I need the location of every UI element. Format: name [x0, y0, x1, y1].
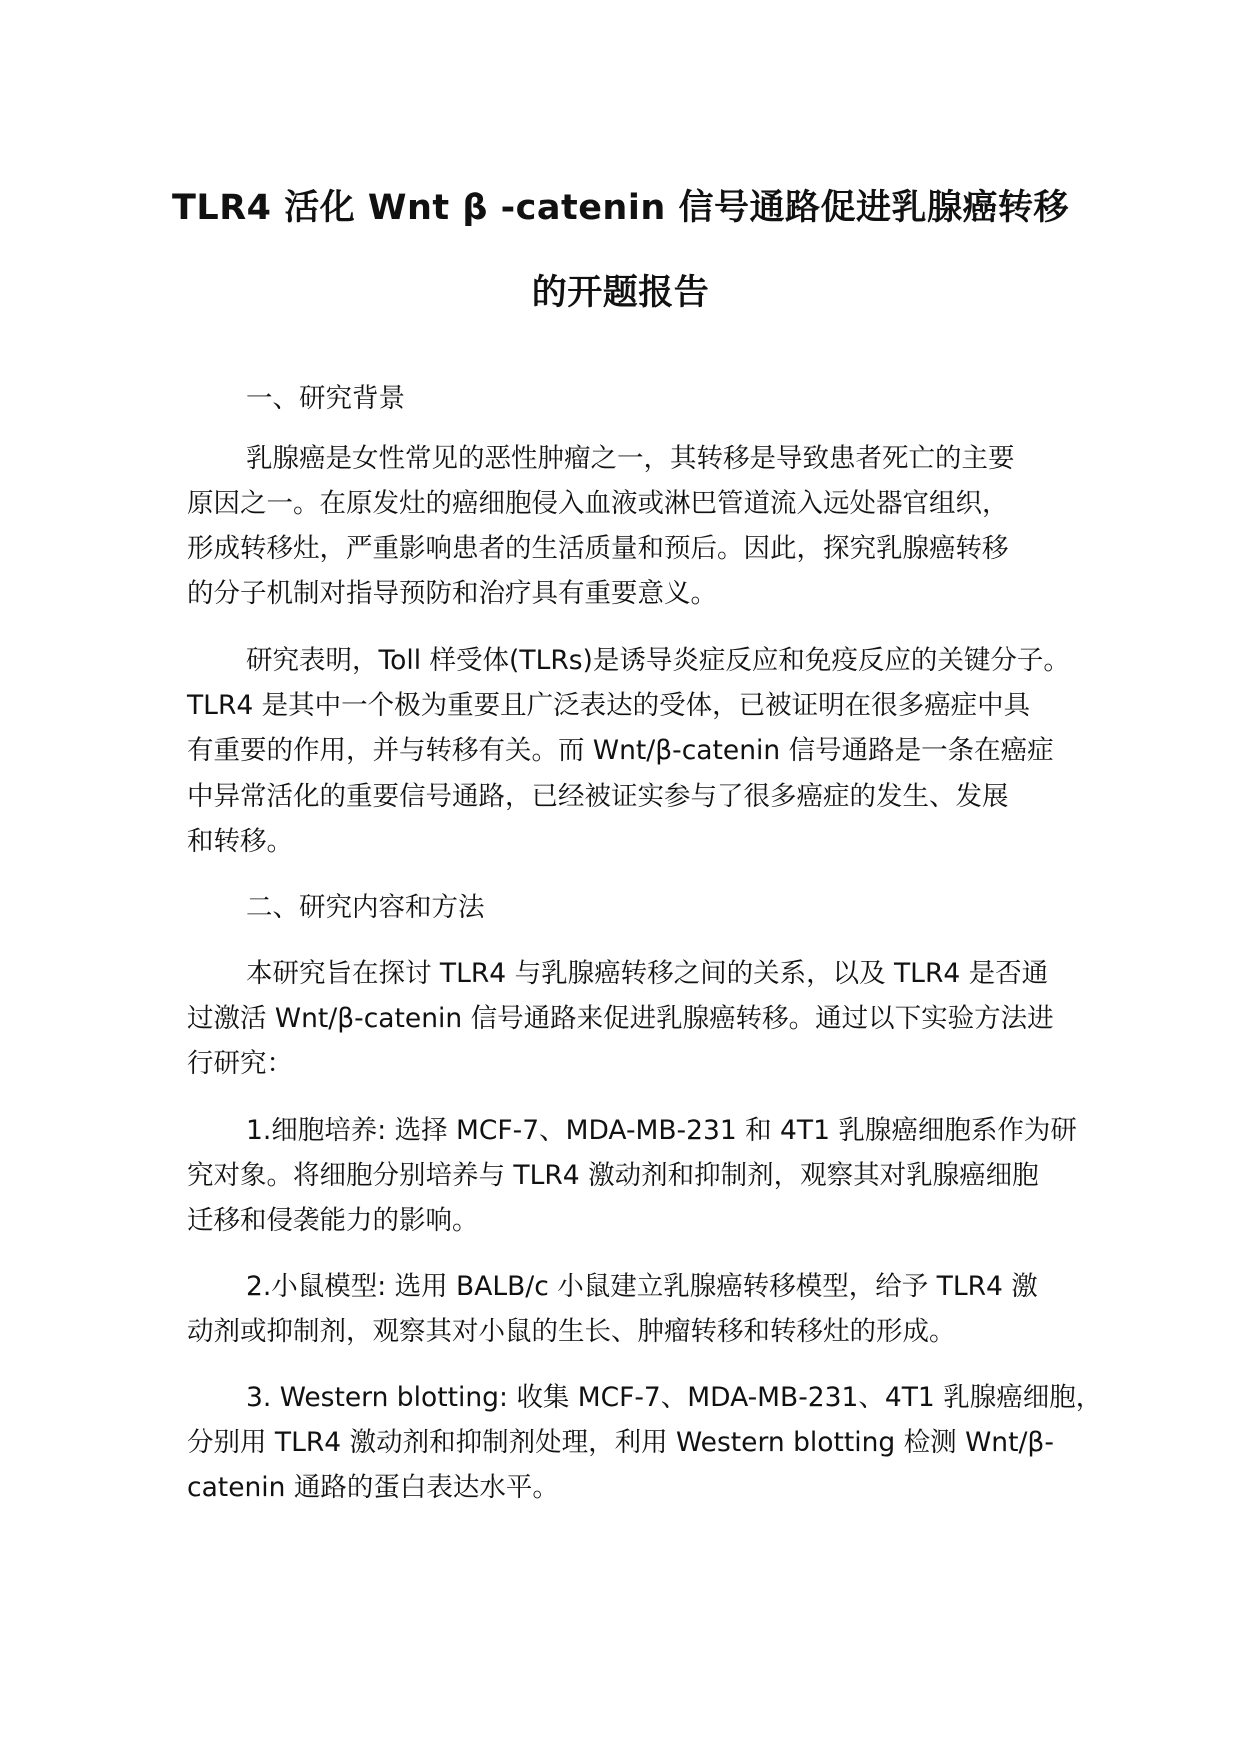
paragraph-3-line: 过激活 Wnt/β-catenin 信号通路来促进乳腺癌转移。通过以下实验方法进 [187, 1003, 1054, 1034]
paragraph-2-line: 中异常活化的重要信号通路，已经被证实参与了很多癌症的发生、发展 [187, 781, 1009, 812]
paragraph-6-line: 分别用 TLR4 激动剂和抑制剂处理，利用 Western blotting 检测 Wnt/β- [187, 1427, 1054, 1458]
paragraph-3-line: 本研究旨在探讨 TLR4 与乳腺癌转移之间的关系，以及 TLR4 是否通 [246, 958, 1049, 989]
paragraph-4-line: 迁移和侵袭能力的影响。 [187, 1205, 479, 1236]
paragraph-2-line: 研究表明，Toll 样受体(TLRs)是诱导炎症反应和免疫反应的关键分子。 [246, 645, 1070, 676]
paragraph-1-line: 的分子机制对指导预防和治疗具有重要意义。 [187, 578, 717, 609]
paragraph-5-line: 动剂或抑制剂，观察其对小鼠的生长、肿瘤转移和转移灶的形成。 [187, 1316, 956, 1347]
paragraph-2-line: 和转移。 [187, 826, 293, 857]
section-2-heading: 二、研究内容和方法 [246, 892, 485, 923]
paragraph-1-line: 形成转移灶，严重影响患者的生活质量和预后。因此，探究乳腺癌转移 [187, 533, 1009, 564]
paragraph-1-line: 原因之一。在原发灶的癌细胞侵入血液或淋巴管道流入远处器官组织， [187, 488, 1009, 519]
paragraph-4-line: 究对象。将细胞分别培养与 TLR4 激动剂和抑制剂，观察其对乳腺癌细胞 [187, 1160, 1039, 1191]
paragraph-2-line: TLR4 是其中一个极为重要且广泛表达的受体，已被证明在很多癌症中具 [187, 690, 1031, 721]
document-title-line-1: TLR4 活化 Wnt β -catenin 信号通路促进乳腺癌转移 [172, 188, 1069, 228]
document-title-line-2: 的开题报告 [531, 273, 710, 313]
paragraph-6-line: catenin 通路的蛋白表达水平。 [187, 1472, 559, 1503]
paragraph-2-line: 有重要的作用，并与转移有关。而 Wnt/β-catenin 信号通路是一条在癌症 [187, 735, 1054, 766]
paragraph-6-line: 3. Western blotting: 收集 MCF-7、MDA-MB-231、4T1 乳腺癌细胞， [246, 1382, 1103, 1413]
paragraph-5-line: 2.小鼠模型: 选用 BALB/c 小鼠建立乳腺癌转移模型，给予 TLR4 激 [246, 1271, 1038, 1302]
paragraph-3-line: 行研究： [187, 1048, 293, 1079]
section-1-heading: 一、研究背景 [246, 383, 405, 414]
paragraph-4-line: 1.细胞培养: 选择 MCF-7、MDA-MB-231 和 4T1 乳腺癌细胞系作为研 [246, 1115, 1077, 1146]
paragraph-1-line: 乳腺癌是女性常见的恶性肿瘤之一，其转移是导致患者死亡的主要 [246, 443, 1015, 474]
